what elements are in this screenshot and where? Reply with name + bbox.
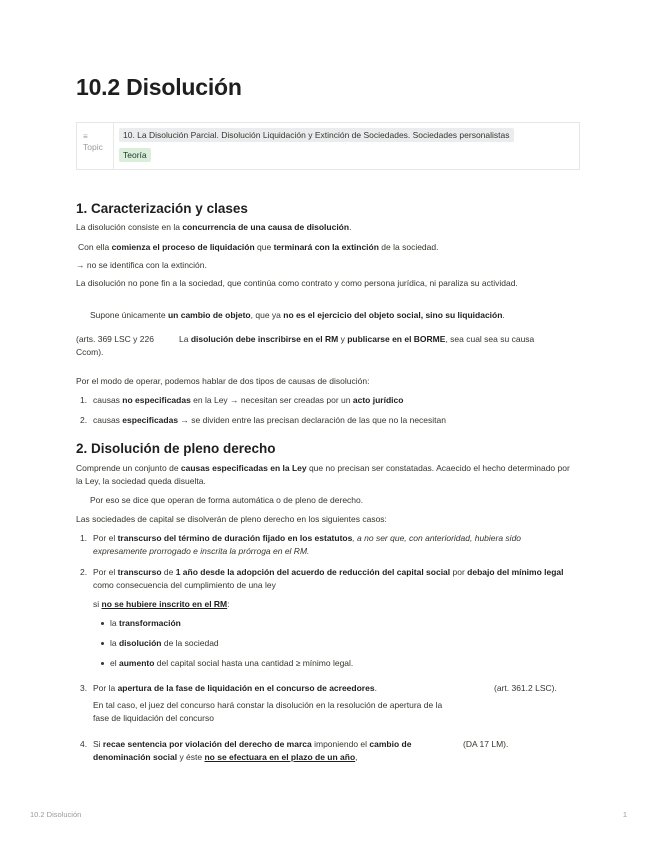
bullet-item: la transformación: [110, 618, 181, 628]
bullet: [101, 622, 104, 625]
paragraph: Las sociedades de capital se disolverán de pleno derecho en los siguientes casos:: [76, 514, 387, 524]
list-number: 1.: [80, 395, 88, 405]
footer-title: 10.2 Disolución: [30, 810, 82, 819]
list-number: 4.: [80, 739, 88, 749]
reference-note: (arts. 369 LSC y 226 Ccom).: [76, 334, 154, 357]
reference-note: (art. 361.2 LSC).: [494, 683, 557, 693]
page-title: 10.2 Disolución: [76, 74, 242, 100]
paragraph: Supone únicamente un cambio de objeto, que ya no es el ejercicio del objeto social, sino su liquidación.: [90, 310, 505, 320]
list-item: causas especificadas → se dividen entre las precisan declaración de las que no la necesitan: [93, 415, 446, 425]
page-number: 1: [622, 810, 627, 819]
bullet-item: la disolución de la sociedad: [110, 638, 219, 648]
list-number: 2.: [80, 415, 88, 425]
list-item: Por la apertura de la fase de liquidación en el concurso de acreedores.: [93, 683, 377, 693]
paragraph: Con ella comienza el proceso de liquidación que terminará con la extinción de la sociedad.: [78, 242, 439, 252]
properties-table: [76, 122, 580, 170]
list-number: 2.: [80, 567, 88, 577]
paragraph: Por eso se dice que operan de forma automática o de pleno de derecho.: [90, 495, 364, 505]
list-number: 1.: [80, 533, 88, 543]
section-heading-1: 1. Caracterización y clases: [76, 201, 248, 216]
paragraph: La disolución no pone fin a la sociedad, que continúa como contrato y como persona jurídica, ni paraliza su actividad.: [76, 278, 518, 288]
section-heading-2: 2. Disolución de pleno derecho: [76, 441, 276, 456]
paragraph: En tal caso, el juez del concurso hará constar la disolución en la resolución de apertura de la fase de liquidación del concurso: [93, 700, 443, 723]
list-item: Si recae sentencia por violación del derecho de marca imponiendo el cambio de denominación social y éste no se efectuara en el plazo de un año,: [93, 739, 412, 762]
list-item: Por el transcurso de 1 año desde la adopción del acuerdo de reducción del capital social por debajo del mínimo legal como consecuencia del cumplimiento de una ley: [93, 567, 564, 590]
paragraph: La disolución consiste en la concurrencia de una causa de disolución.: [76, 222, 352, 232]
paragraph: → no se identifica con la extinción.: [76, 260, 207, 270]
bullet: [101, 642, 104, 645]
topic-property-label: ≡ Topic: [83, 131, 113, 153]
list-number: 3.: [80, 683, 88, 693]
list-item: causas no especificadas en la Ley → necesitan ser creadas por un acto jurídico: [93, 395, 404, 405]
bullet-item: el aumento del capital social hasta una cantidad ≥ mínimo legal.: [110, 658, 354, 668]
list-item: Por el transcurso del término de duración fijado en los estatutos, a no ser que, con anterioridad, hubiera sido expresamente prorrogado e inscrita la prórroga en el RM.: [93, 533, 522, 556]
topic-tag[interactable]: 10. La Disolución Parcial. Disolución Liquidación y Extinción de Sociedades. Sociedades personalistas: [119, 128, 514, 142]
paragraph: Por el modo de operar, podemos hablar de dos tipos de causas de disolución:: [76, 376, 370, 386]
paragraph: Comprende un conjunto de causas especificadas en la Ley que no precisan ser constatadas. Acaecido el hecho determinado por la Ley, la sociedad queda disuelta.: [76, 463, 570, 486]
reference-note: (DA 17 LM).: [463, 739, 509, 749]
teoria-tag[interactable]: Teoría: [119, 148, 151, 162]
paragraph: La disolución debe inscribirse en el RM y publicarse en el BORME, sea cual sea su causa: [179, 334, 535, 344]
paragraph: si no se hubiere inscrito en el RM:: [93, 599, 230, 609]
list-icon: ≡: [83, 132, 88, 141]
divider: [113, 123, 114, 169]
bullet: [101, 662, 104, 665]
